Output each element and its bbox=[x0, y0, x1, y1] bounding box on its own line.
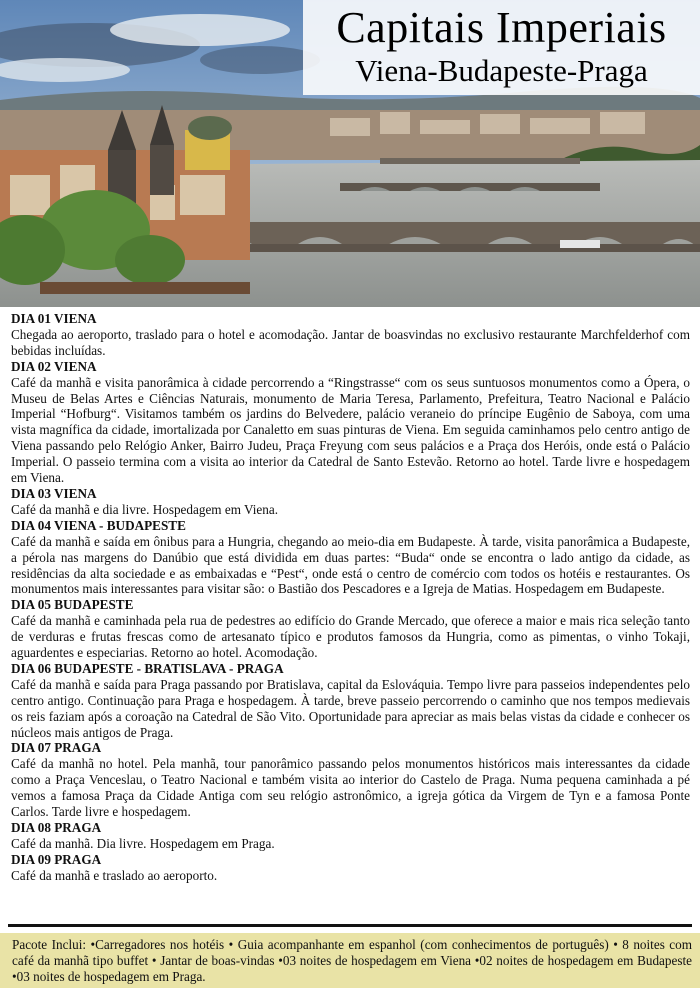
day-title: DIA 08 PRAGA bbox=[11, 820, 102, 835]
day-description: Café da manhã e caminhada pela rua de pedestres ao edifício do Grande Mercado, que oferece a maior e mais rica seleção tanto de verduras e frutas frescas como de artesanato típico e produtos famosos da Hungria, como as pimentas, o vinho Tokaji, aguardentes e especiarias. Retorno ao hotel. Acomodação. bbox=[11, 613, 690, 661]
day-description: Café da manhã no hotel. Pela manhã, tour panorâmico passando pelos monumentos históricos mais interessantes da cidade como a Praça Venceslau, o Teatro Nacional e também visita ao interior do Castelo de Praga. Numa pequena caminhada a pé vemos a famosa Praça da Cidade Antiga com seu relógio astronômico, a igreja gótica da Virgem de Tyn e a famosa Ponte Carlos. Tarde livre e hospedagem. bbox=[11, 756, 690, 820]
day-description: Chegada ao aeroporto, traslado para o hotel e acomodação. Jantar de boasvindas no exclusivo restaurante Marchfelderhof com bebidas incluídas. bbox=[11, 326, 690, 358]
day-section bbox=[11, 311, 690, 359]
day-title: DIA 04 VIENA - BUDAPESTE bbox=[11, 517, 186, 533]
day-title: DIA 02 VIENA bbox=[11, 358, 97, 374]
day-section bbox=[11, 597, 690, 661]
divider bbox=[8, 924, 692, 927]
title-banner bbox=[303, 0, 700, 95]
day-title: DIA 09 PRAGA bbox=[11, 851, 102, 867]
day-section bbox=[11, 740, 690, 820]
day-title: DIA 06 BUDAPESTE - BRATISLAVA - PRAGA bbox=[11, 660, 284, 676]
day-section bbox=[11, 661, 690, 741]
day-description: Café da manhã e saída para Praga passando por Bratislava, capital da Eslováquia. Tempo livre para passeios independentes pelo centro antigo. Continuação para Praga e hospedagem. À tarde, breve passeio percorrendo o caminho que nos tempos medievais os reis faziam após a coroação na Catedral de São Vito. Oportunidade para apreciar as mais belas vistas da cidade e conhecer os núcleos mais antigos de Praga. bbox=[11, 676, 690, 740]
day-description: Café da manhã e saída em ônibus para a Hungria, chegando ao meio-dia em Budapeste. À tarde, visita panorâmica a Budapeste, a pérola nas margens do Danúbio que está dividida em duas partes: “Buda“ onde se encontra o lado antigo da cidade, as residências da alta sociedade e as embaixadas e “Pest“, onde está o centro de comércio com todos os hotéis e restaurantes. Os monumentos mais interessantes para visitar são: o Bastião dos Pescadores e a Igreja de Matias. Hospedagem em Budapeste. bbox=[11, 533, 690, 597]
day-description: Café da manhã. Dia livre. Hospedagem em Praga. bbox=[11, 835, 275, 851]
page-subtitle: Viena-Budapeste-Praga bbox=[355, 53, 648, 88]
day-section bbox=[11, 486, 690, 518]
day-section bbox=[11, 852, 690, 884]
day-section bbox=[11, 359, 690, 486]
day-description: Café da manhã e dia livre. Hospedagem em Viena. bbox=[11, 501, 279, 517]
day-title: DIA 01 VIENA bbox=[11, 311, 97, 326]
itinerary bbox=[11, 311, 690, 884]
day-description: Café da manhã e traslado ao aeroporto. bbox=[11, 867, 218, 883]
day-title: DIA 07 PRAGA bbox=[11, 740, 102, 756]
day-section bbox=[11, 518, 690, 598]
day-description: Café da manhã e visita panorâmica à cidade percorrendo a “Ringstrasse“ com os seus suntuosos monumentos como a Ópera, o Museu de Belas Artes e Ciências Naturais, monumento de Maria Teresa, Parlamento, Prefeitura, Teatro Nacional e Palácio Imperial “Hofburg“. Visitamos também os jardins do Belvedere, palácio veraneio do príncipe Eugênio de Saboya, com uma vista magnífica da cidade, imortalizada por Canaletto em suas pinturas de Viena. Em seguida caminhamos pelo centro antigo de Viena passando pelo Relógio Anker, Bairro Judeu, Praça Freyung com seus palácios e a Praça dos Heróis, onde está o Palácio Imperial. O passeio termina com a visita ao interior da Catedral de Santo Estevão. Retorno ao hotel. Tarde livre e hospedagem em Viena. bbox=[11, 374, 690, 486]
day-title: DIA 05 BUDAPESTE bbox=[11, 597, 134, 613]
day-section bbox=[11, 820, 690, 852]
package-includes-box bbox=[0, 933, 700, 988]
day-title: DIA 03 VIENA bbox=[11, 485, 97, 501]
page-title: Capitais Imperiais bbox=[336, 3, 667, 52]
package-includes-text: Pacote Inclui: •Carregadores nos hotéis • Guia acompanhante em espanhol (com conhecimentos de português) • 8 noites com café da manhã tipo buffet • Jantar de boas-vindas •03 noites de hospedagem em Viena •02 noites de hospedagem em Budapeste •03 noites de hospedagem em Praga. bbox=[12, 937, 692, 985]
